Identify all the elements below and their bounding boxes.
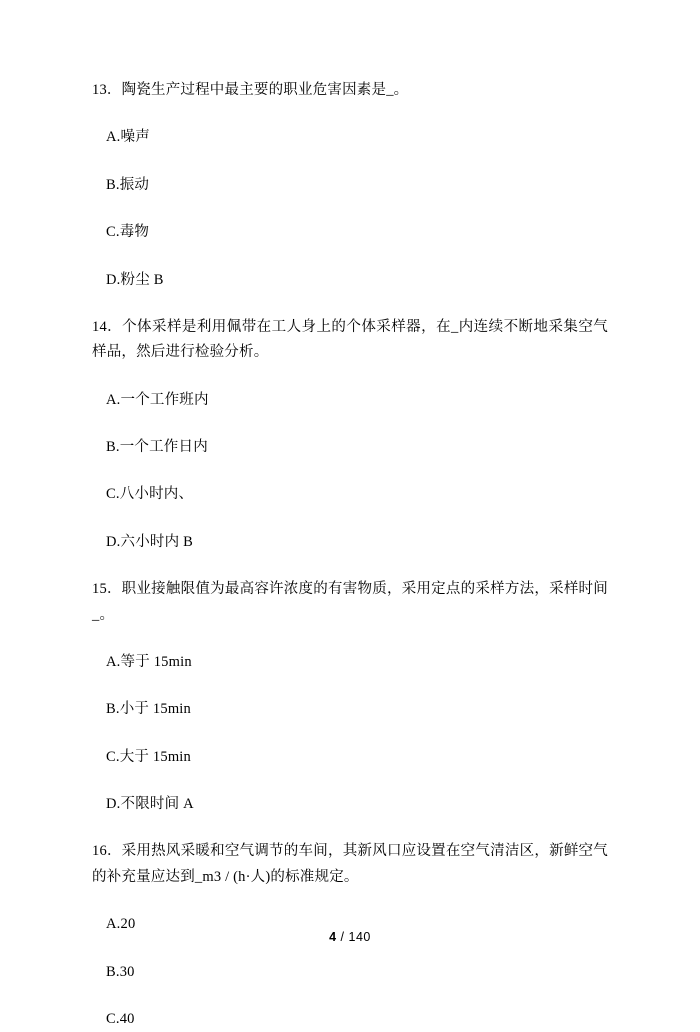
option-item: B.小于 15min [106, 701, 191, 718]
option-item: C.大于 15min [106, 748, 191, 765]
option-item: B.振动 [106, 176, 150, 193]
question-text: 15．职业接触限值为最高容许浓度的有害物质，采用定点的采样方法，采样时间_。 [92, 581, 608, 623]
option-item: A.20 [106, 916, 136, 933]
question-text: 16．采用热风采暖和空气调节的车间，其新风口应设置在空气清洁区，新鲜空气的补充量应达到_m3 / (h·人)的标准规定。 [92, 843, 608, 885]
question-block-15 [92, 577, 608, 628]
question-block-13 [92, 78, 608, 103]
option-item: C.八小时内、 [106, 486, 194, 503]
question-text: 14．个体采样是利用佩带在工人身上的个体采样器，在_内连续不断地采集空气样品，然后进行检验分析。 [92, 318, 608, 361]
question-block-14 [92, 315, 608, 366]
option-item: B.一个工作日内 [106, 439, 208, 455]
question-block-16 [92, 839, 608, 890]
footer-separator: / [340, 930, 345, 944]
option-item: A.噪声 [106, 129, 150, 146]
question-text: 13．陶瓷生产过程中最主要的职业危害因素是_。 [92, 82, 409, 98]
option-item: D.六小时内 B [106, 533, 193, 550]
option-item: A.一个工作班内 [106, 391, 209, 408]
option-item: A.等于 15min [106, 653, 192, 670]
option-item: B.30 [106, 963, 135, 980]
footer-total-pages: 140 [348, 930, 371, 944]
option-item: C.毒物 [106, 224, 150, 241]
page-footer [0, 930, 700, 944]
option-item: D.粉尘 B [106, 271, 164, 288]
option-item: C.40 [106, 1010, 135, 1027]
footer-current-page: 4 [329, 930, 337, 944]
option-item: D.不限时间 A [106, 796, 194, 812]
